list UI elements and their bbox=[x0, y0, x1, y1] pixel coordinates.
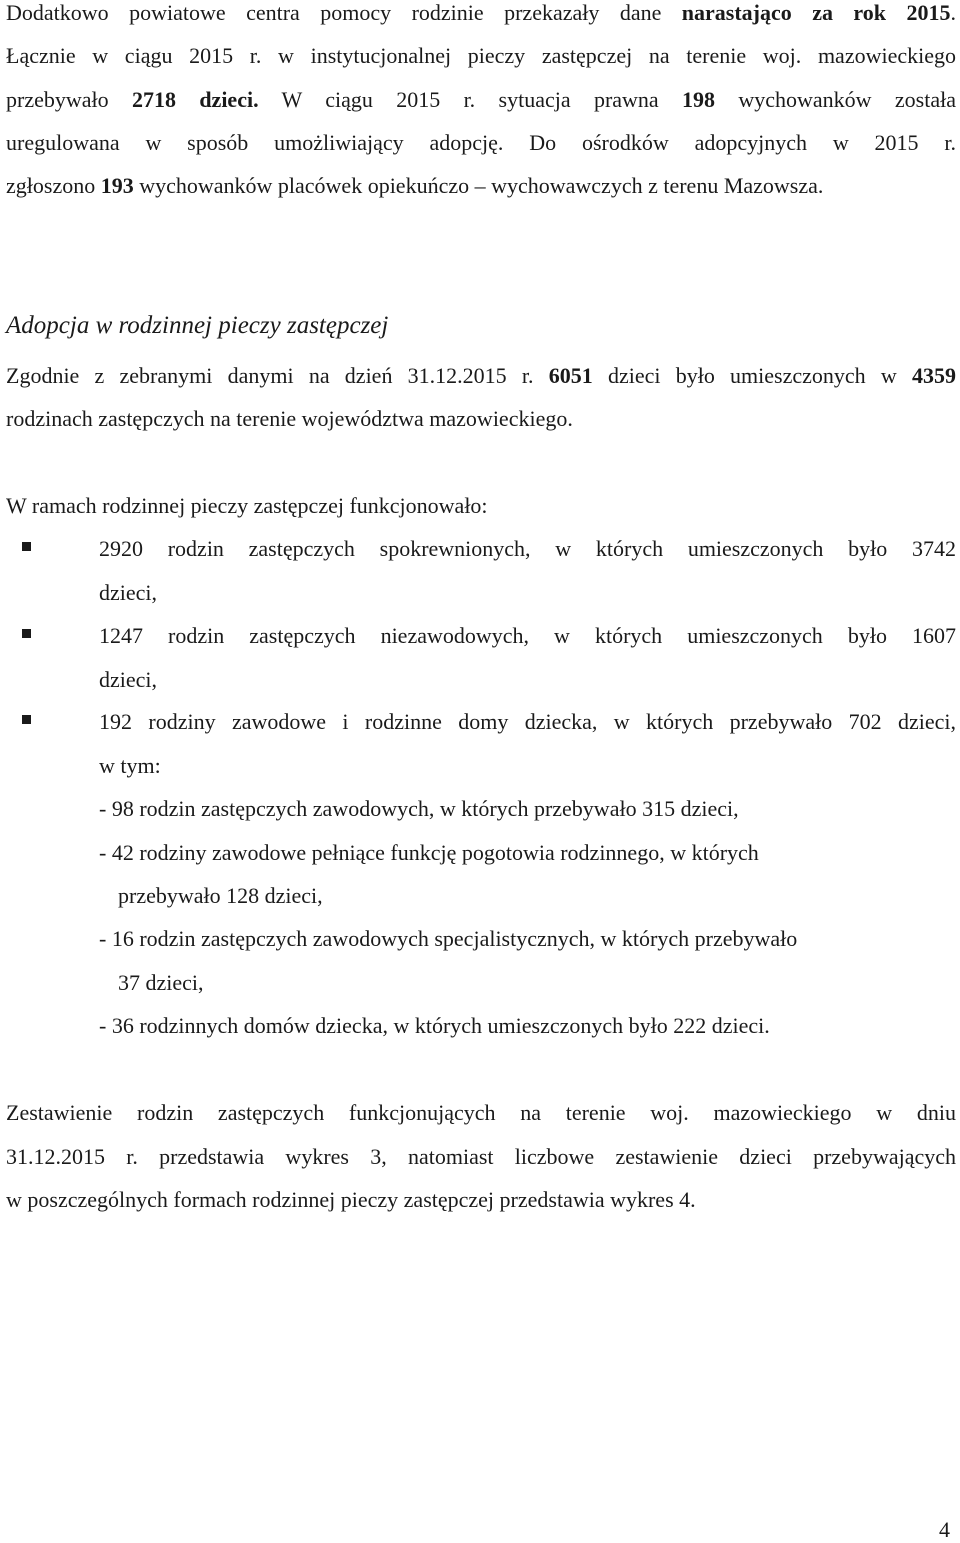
bullet-3-line-2: w tym: bbox=[99, 753, 161, 778]
p1-bold-count: 6051 bbox=[548, 363, 593, 388]
intro-text: . bbox=[950, 0, 956, 25]
subitem-1: - 98 rodzin zastępczych zawodowych, w których przebywało 315 dzieci, bbox=[99, 796, 739, 821]
bullet-3-line-1: 192 rodziny zawodowe i rodzinne domy dziecka, w których przebywało 702 dzieci, bbox=[99, 709, 956, 734]
square-bullet-icon bbox=[22, 629, 31, 638]
bullet-2-line-2: dzieci, bbox=[99, 667, 158, 692]
summary-line-3: w poszczególnych formach rodzinnej pieczy zastępczej przedstawia wykres 4. bbox=[6, 1187, 696, 1212]
intro-text: przebywało bbox=[6, 87, 132, 112]
intro-line-1 bbox=[6, 0, 956, 26]
section-heading: Adopcja w rodzinnej pieczy zastępczej bbox=[6, 312, 389, 339]
p1-text: dzieci było umieszczonych w bbox=[592, 363, 912, 388]
bullet-2-line-1: 1247 rodzin zastępczych niezawodowych, w których umieszczonych było 1607 bbox=[99, 623, 956, 648]
intro-text: wychowanków została bbox=[715, 87, 956, 112]
subitem-3-line-1: - 16 rodzin zastępczych zawodowych specjalistycznych, w których przebywało bbox=[99, 926, 798, 951]
intro-line-3 bbox=[6, 87, 956, 113]
subitem-4: - 36 rodzinnych domów dziecka, w których umieszczonych było 222 dzieci. bbox=[99, 1013, 770, 1038]
section-p1-line-2: rodzinach zastępczych na terenie województwa mazowieckiego. bbox=[6, 406, 573, 431]
page-number: 4 bbox=[939, 1517, 950, 1542]
summary-line-2: 31.12.2015 r. przedstawia wykres 3, natomiast liczbowe zestawienie dzieci przebywających bbox=[6, 1144, 956, 1169]
intro-text: zgłoszono bbox=[6, 173, 101, 198]
p1-bold-count: 4359 bbox=[912, 363, 956, 388]
square-bullet-icon bbox=[22, 715, 31, 724]
intro-bold-count: 2718 dzieci. bbox=[131, 87, 259, 112]
intro-text: W ciągu 2015 r. sytuacja prawna bbox=[258, 87, 683, 112]
intro-text: Dodatkowo powiatowe centra pomocy rodzinie przekazały dane bbox=[6, 0, 682, 25]
section-p1-line-1 bbox=[6, 363, 956, 389]
intro-line-4: uregulowana w sposób umożliwiający adopcję. Do ośrodków adopcyjnych w 2015 r. bbox=[6, 130, 956, 155]
section-p2-intro: W ramach rodzinnej pieczy zastępczej funkcjonowało: bbox=[6, 493, 488, 518]
square-bullet-icon bbox=[22, 542, 31, 551]
intro-text: wychowanków placówek opiekuńczo – wychowawczych z terenu Mazowsza. bbox=[133, 173, 824, 198]
summary-line-1: Zestawienie rodzin zastępczych funkcjonujących na terenie woj. mazowieckiego w dniu bbox=[6, 1100, 956, 1125]
bullet-1-line-1: 2920 rodzin zastępczych spokrewnionych, w których umieszczonych było 3742 bbox=[99, 536, 956, 561]
intro-bold-period: narastająco za rok 2015 bbox=[681, 0, 951, 25]
intro-line-5 bbox=[6, 173, 823, 199]
bullet-1-line-2: dzieci, bbox=[99, 580, 158, 605]
p1-text: Zgodnie z zebranymi danymi na dzień 31.12.2015 r. bbox=[6, 363, 549, 388]
document-page bbox=[6, 0, 956, 1542]
subitem-3-line-2: 37 dzieci, bbox=[118, 970, 204, 995]
subitem-2-line-1: - 42 rodziny zawodowe pełniące funkcję pogotowia rodzinnego, w których bbox=[99, 840, 759, 865]
intro-bold-count: 198 bbox=[682, 87, 716, 112]
intro-bold-count: 193 bbox=[100, 173, 134, 198]
intro-line-2: Łącznie w ciągu 2015 r. w instytucjonalnej pieczy zastępczej na terenie woj. mazowieckiego bbox=[6, 43, 956, 68]
subitem-2-line-2: przebywało 128 dzieci, bbox=[118, 883, 323, 908]
